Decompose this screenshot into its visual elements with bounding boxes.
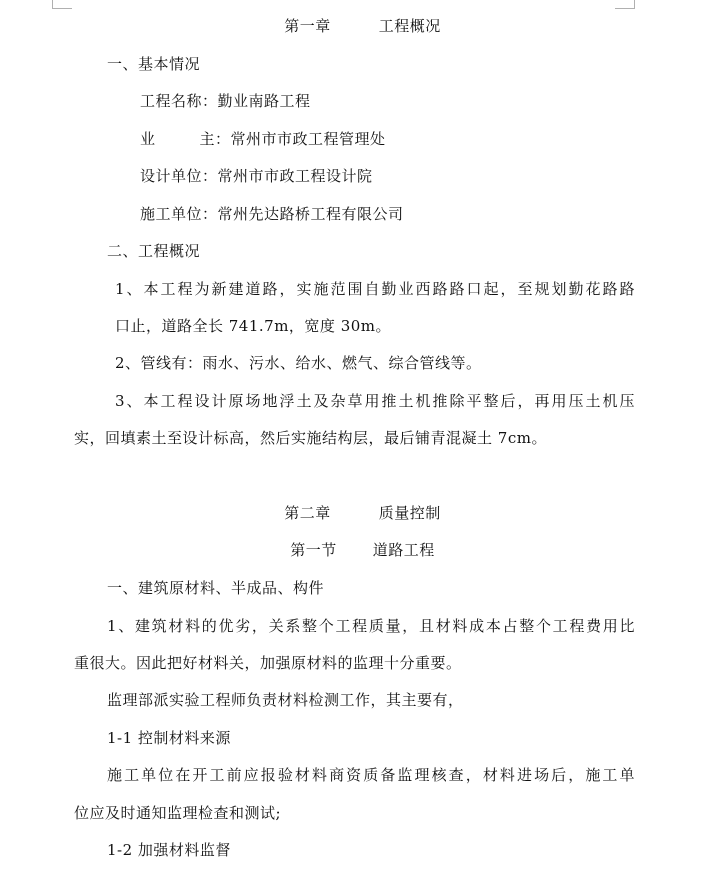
- chapter1-heading: [0, 16, 725, 36]
- overview-item2: 2、管线有：雨水、污水、给水、燃气、综合管线等。: [115, 354, 482, 372]
- owner-value: 主：常州市市政工程管理处: [199, 130, 386, 148]
- chapter1-title: 工程概况: [378, 17, 441, 35]
- page-corner-mark-right-h: [615, 8, 635, 9]
- section-overview-heading: 二、工程概况: [107, 242, 201, 260]
- section1-heading: [0, 540, 725, 560]
- section-basic-heading: 一、基本情况: [107, 55, 201, 73]
- materials-sub1: 1-1 控制材料来源: [107, 729, 231, 747]
- section1-number: 第一节: [290, 541, 337, 559]
- overview-item3-line2: 实，回填素土至设计标高，然后实施结构层，最后铺青混凝土 7cm。: [74, 429, 547, 447]
- materials-p3-line1: 施工单位在开工前应报验材料商资质备监理核查，材料进场后，施工单: [107, 766, 635, 784]
- chapter2-heading: [0, 503, 725, 523]
- project-name-line: 工程名称：勤业南路工程: [140, 92, 311, 110]
- materials-p1-line2: 重很大。因此把好材料关，加强原材料的监理十分重要。: [74, 654, 462, 672]
- page-corner-mark-left-h: [52, 8, 72, 9]
- designer-line: 设计单位：常州市市政工程设计院: [140, 167, 373, 185]
- builder-line: 施工单位：常州先达路桥工程有限公司: [140, 205, 404, 223]
- overview-item1-line2: 口止，道路全长 741.7m，宽度 30m。: [115, 317, 392, 335]
- materials-sub2: 1-2 加强材料监督: [107, 841, 231, 859]
- overview-item1-line1: 1、本工程为新建道路，实施范围自勤业西路路口起，至规划勤花路路: [115, 280, 635, 298]
- section1-title: 道路工程: [372, 541, 435, 559]
- materials-p1-line1: 1、建筑材料的优劣，关系整个工程质量，且材料成本占整个工程费用比: [107, 617, 635, 635]
- overview-item3-line1: 3、本工程设计原场地浮土及杂草用推土机推除平整后，再用压土机压: [115, 392, 635, 410]
- materials-p3-line2: 位应及时通知监理检查和测试;: [74, 804, 282, 822]
- chapter2-number: 第二章: [284, 504, 331, 522]
- materials-p2: 监理部派实验工程师负责材料检测工作，其主要有，: [107, 691, 464, 709]
- chapter2-title: 质量控制: [378, 504, 441, 522]
- page-corner-mark-right: [634, 0, 635, 8]
- owner-line: [0, 129, 725, 149]
- chapter1-number: 第一章: [284, 17, 331, 35]
- owner-label: 业: [140, 130, 156, 148]
- section-materials-heading: 一、建筑原材料、半成品、构件: [107, 579, 325, 597]
